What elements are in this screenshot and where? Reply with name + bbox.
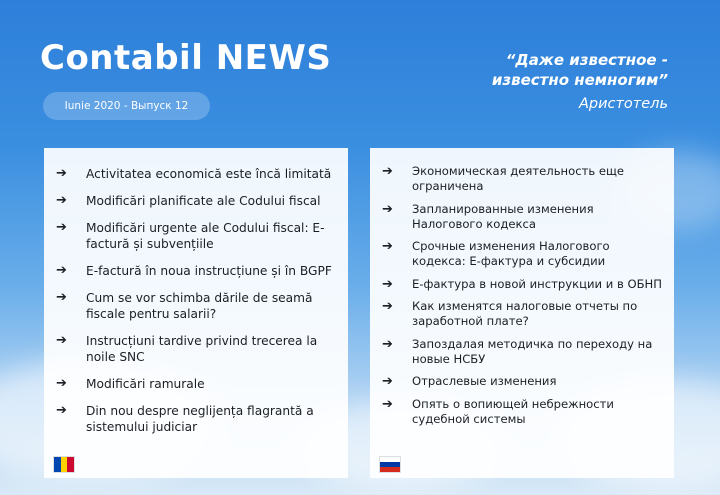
list-item — [56, 290, 336, 322]
list-item — [382, 164, 662, 194]
list-item-text: Как изменятся налоговые отчеты по заработной плате? — [412, 299, 638, 328]
list-item-text: Запоздалая методичка по переходу на новые НСБУ — [412, 336, 653, 366]
list-item — [382, 202, 662, 232]
arrow-icon: ➔ — [56, 376, 67, 391]
list-item — [56, 263, 336, 279]
arrow-icon: ➔ — [382, 276, 393, 292]
list-item — [56, 403, 336, 435]
list-item — [56, 193, 336, 209]
quote-author: Аристотель — [578, 96, 668, 112]
russia-flag-icon — [380, 457, 400, 472]
list-item-text: Экономическая деятельность еще ограничена — [412, 164, 625, 193]
newsletter-title: Contabil NEWS — [40, 38, 332, 78]
arrow-icon: ➔ — [56, 220, 67, 235]
list-item — [56, 376, 336, 392]
romanian-topics-list — [56, 166, 336, 435]
list-item-text: Отраслевые изменения — [412, 374, 557, 388]
list-item-text: Modificări urgente ale Codului fiscal: E-factură și subvențiile — [86, 221, 325, 251]
arrow-icon: ➔ — [382, 201, 393, 217]
arrow-icon: ➔ — [382, 396, 393, 412]
list-item-text: Cum se vor schimba dările de seamă fiscale pentru salarii? — [86, 291, 313, 321]
arrow-icon: ➔ — [382, 239, 393, 254]
issue-badge: Iunie 2020 - Выпуск 12 — [43, 92, 210, 120]
romanian-topics-panel — [44, 148, 348, 478]
list-item — [382, 337, 662, 367]
list-item-text: Modificări ramurale — [86, 377, 205, 391]
list-item — [382, 277, 662, 292]
list-item-text: Опять о вопиющей небрежности судебной системы — [412, 396, 614, 426]
arrow-icon: ➔ — [382, 336, 393, 352]
arrow-icon: ➔ — [56, 263, 67, 278]
russian-topics-panel — [370, 148, 674, 478]
russian-topics-list — [382, 164, 662, 427]
moldova-flag-icon — [54, 457, 74, 472]
arrow-icon: ➔ — [56, 290, 67, 305]
arrow-icon: ➔ — [382, 164, 393, 179]
arrow-icon: ➔ — [56, 193, 67, 208]
arrow-icon: ➔ — [56, 166, 67, 181]
list-item — [56, 166, 336, 182]
list-item-text: Е-фактура в новой инструкции и в ОБНП — [412, 276, 662, 291]
quote-text: “Даже известное - известно немногим” — [491, 51, 668, 89]
arrow-icon: ➔ — [56, 333, 67, 348]
list-item-text: Din nou despre neglijența flagrantă a sistemului judiciar — [86, 404, 314, 434]
list-item-text: Срочные изменения Налогового кодекса: Е-фактура и субсидии — [412, 239, 610, 268]
list-item — [56, 220, 336, 252]
list-item-text: E-factură în noua instrucțiune și în BGPF — [86, 264, 332, 278]
arrow-icon: ➔ — [382, 299, 393, 314]
list-item-text: Запланированные изменения Налогового кодекса — [412, 201, 594, 231]
list-item — [382, 299, 662, 329]
arrow-icon: ➔ — [382, 374, 393, 389]
list-item-text: Activitatea economică este încă limitată — [86, 167, 332, 181]
list-item — [382, 397, 662, 427]
list-item-text: Modificări planificate ale Codului fiscal — [86, 194, 321, 208]
list-item-text: Instrucțiuni tardive privind trecerea la noile SNC — [86, 334, 318, 364]
list-item — [382, 239, 662, 269]
list-item — [382, 374, 662, 389]
list-item — [56, 333, 336, 365]
arrow-icon: ➔ — [56, 403, 67, 418]
